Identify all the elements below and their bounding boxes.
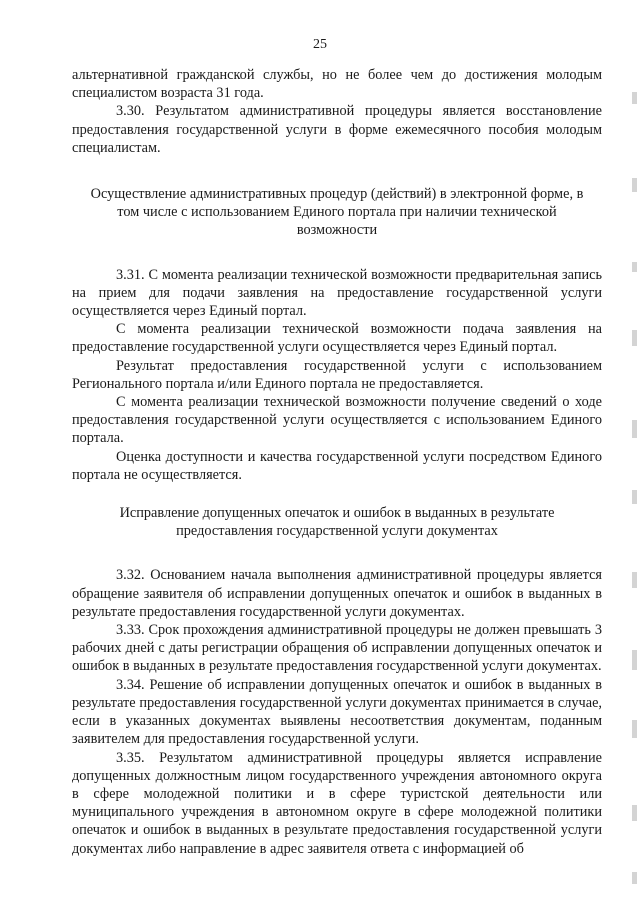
paragraph-3-30: 3.30. Результатом административной процедуры является восстановление предоставления государственной услуги в форме ежемесячного пособия молодым специалистам. bbox=[72, 103, 602, 156]
paragraph-3-34: 3.34. Решение об исправлении допущенных опечаток и ошибок в выданных в результате предоставления государственной услуги документах принимается в случае, если в указанных документах выявлены несоответствия документам, поданным заявителем для предоставления государственной услуги. bbox=[72, 676, 602, 748]
paragraph-quality: Оценка доступности и качества государственной услуги посредством Единого портала не осуществляется. bbox=[72, 448, 602, 483]
scan-mark bbox=[632, 872, 637, 884]
page-number: 25 bbox=[313, 37, 327, 52]
spacer bbox=[72, 540, 602, 566]
document-body bbox=[72, 66, 602, 858]
paragraph-continuation: альтернативной гражданской службы, но не более чем до достижения молодым специалистом возраста 31 года. bbox=[72, 67, 602, 102]
scan-mark bbox=[632, 650, 637, 670]
paragraph-3-35: 3.35. Результатом административной процедуры является исправление допущенных должностным лицом государственного учреждения автономного округа в сфере молодежной политики и в сфере туристской деятельности или муниципального учреждения в автономном округе в сфере молодежной политики опечаток и ошибок в выданных в результате предоставления государственной услуги документах либо направление в адрес заявителя ответа с информацией об bbox=[72, 749, 602, 857]
section-heading-corrections: Исправление допущенных опечаток и ошибок в выданных в результате предоставления государственной услуги документах bbox=[119, 505, 555, 540]
scan-mark bbox=[632, 330, 637, 346]
scan-mark bbox=[632, 720, 637, 738]
scan-mark bbox=[632, 178, 637, 192]
paragraph-status: С момента реализации технической возможности получение сведений о ходе предоставления государственной услуги осуществляется с использованием Единого портала. bbox=[72, 394, 602, 447]
paragraph-result: Результат предоставления государственной услуги с использованием Регионального портала и/или Единого портала не предоставляется. bbox=[72, 357, 602, 392]
scan-margin-artifacts bbox=[626, 0, 640, 905]
paragraph-3-31: 3.31. С момента реализации технической возможности предварительная запись на прием для подачи заявления на предоставление государственной услуги осуществляется через Единый портал. bbox=[72, 266, 602, 320]
scan-mark bbox=[632, 572, 637, 588]
paragraph-submission: С момента реализации технической возможности подача заявления на предоставление государственной услуги осуществляется через Единый портал. bbox=[72, 321, 602, 356]
spacer bbox=[72, 484, 602, 504]
scan-mark bbox=[632, 805, 637, 821]
section-heading-electronic-form: Осуществление административных процедур (действий) в электронной форме, в том числе с использованием Единого портала при наличии технической возможности bbox=[90, 186, 584, 239]
paragraph-3-32: 3.32. Основанием начала выполнения административной процедуры является обращение заявителя об исправлении допущенных опечаток и ошибок в выданных в результате предоставления государственной услуги документах. bbox=[72, 567, 602, 620]
scan-mark bbox=[632, 262, 637, 272]
scan-mark bbox=[632, 92, 637, 104]
scan-mark bbox=[632, 420, 637, 438]
scan-mark bbox=[632, 490, 637, 504]
spacer bbox=[72, 157, 602, 185]
paragraph-3-33: 3.33. Срок прохождения административной процедуры не должен превышать 3 рабочих дней с даты регистрации обращения об исправлении допущенных опечаток и ошибок в выданных в результате предоставления государственной услуги документах. bbox=[72, 622, 602, 675]
spacer bbox=[72, 240, 602, 266]
